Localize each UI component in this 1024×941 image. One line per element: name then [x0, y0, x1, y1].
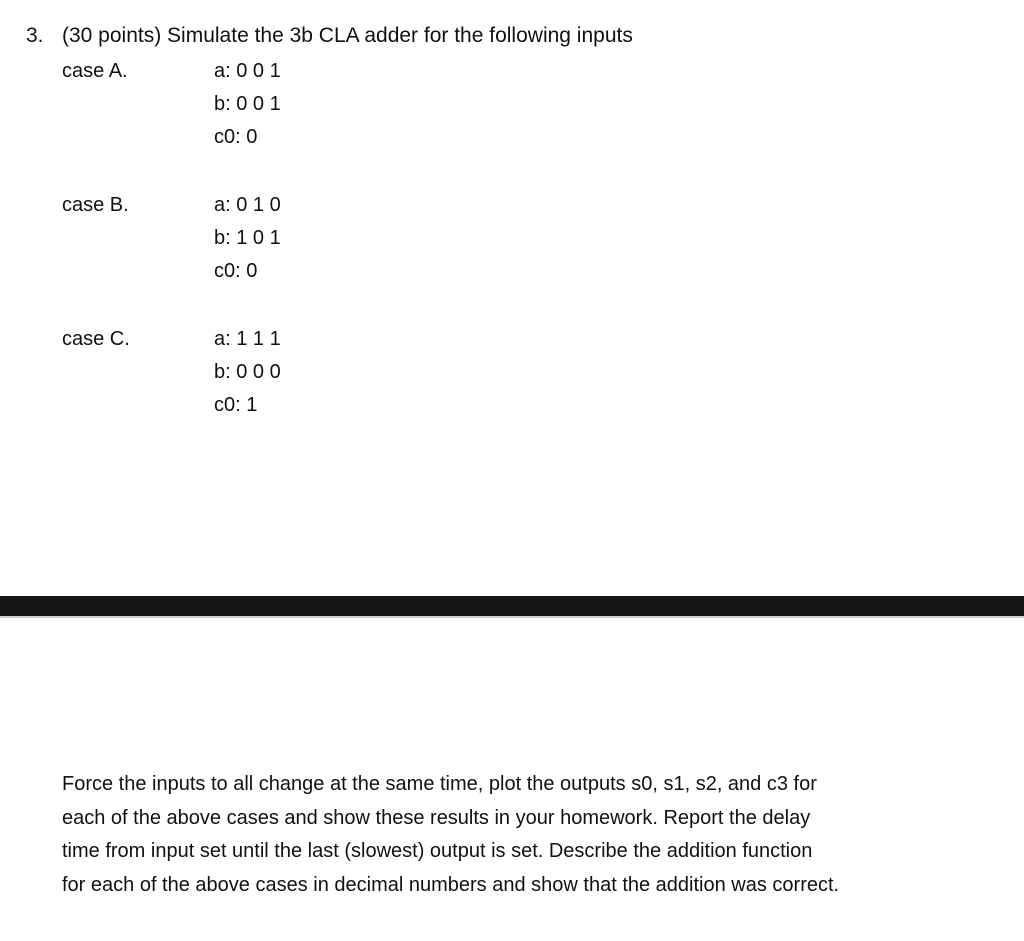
instructions-line-3: time from input set until the last (slowest) output is set. Describe the addition function — [62, 840, 813, 862]
case-a-label: case A. — [62, 60, 128, 82]
instructions-line-2: each of the above cases and show these results in your homework. Report the delay — [62, 806, 811, 829]
question-header — [26, 24, 633, 48]
case-b-label: case B. — [62, 194, 129, 216]
case-a-input-a: a: 0 0 1 — [214, 60, 281, 82]
case-b-input-b: b: 1 0 1 — [214, 227, 281, 249]
case-c-input-a: a: 1 1 1 — [214, 328, 281, 350]
instructions-line-4: for each of the above cases in decimal numbers and show that the addition was correct. — [62, 873, 840, 896]
question-number: 3. — [26, 24, 44, 47]
instructions-paragraph — [62, 768, 982, 902]
case-c-input-c0: c0: 1 — [214, 394, 258, 416]
section-divider-edge — [0, 616, 1024, 618]
case-b-input-a: a: 0 1 0 — [214, 194, 281, 216]
section-divider — [0, 596, 1024, 616]
case-c-label: case C. — [62, 328, 130, 350]
question-text: (30 points) Simulate the 3b CLA adder for the following inputs — [62, 24, 633, 47]
case-a-input-c0: c0: 0 — [214, 126, 258, 148]
case-c-input-b: b: 0 0 0 — [214, 361, 281, 383]
case-a-input-b: b: 0 0 1 — [214, 93, 281, 115]
instructions-line-1: Force the inputs to all change at the same time, plot the outputs s0, s1, s2, and c3 for — [62, 773, 817, 795]
case-b-input-c0: c0: 0 — [214, 260, 258, 282]
